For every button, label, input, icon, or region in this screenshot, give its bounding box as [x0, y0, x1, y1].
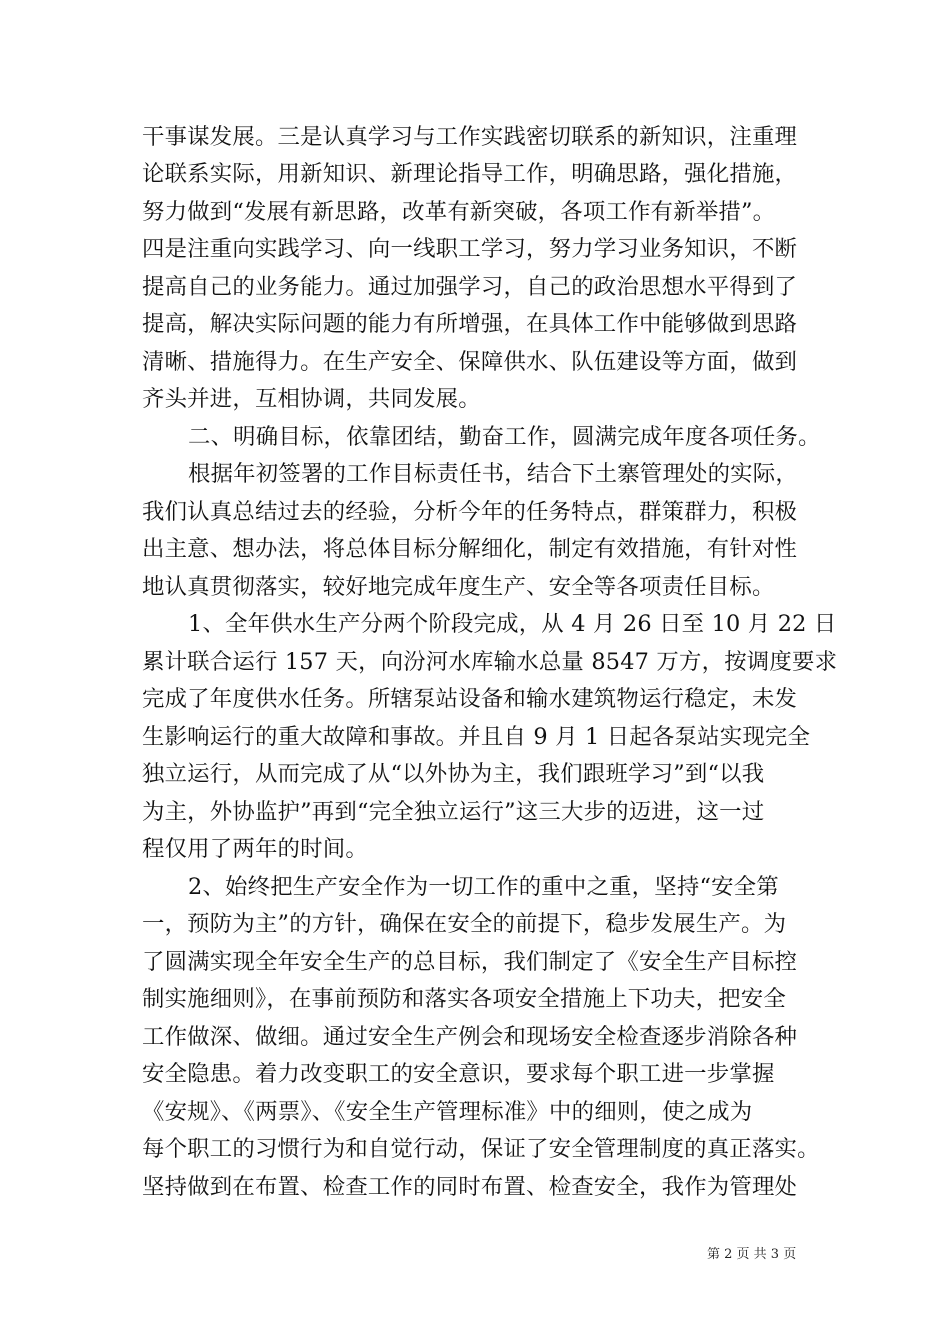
paragraph-start: 1、全年供水生产分两个阶段完成，从 4 月 26 日至 10 月 22 日: [188, 611, 837, 637]
text-line: 《安规》、《两票》、《安全生产管理标准》中的细则，使之成为: [142, 1099, 753, 1125]
text-line: 安全隐患。着力改变职工的安全意识，要求每个职工进一步掌握: [142, 1061, 775, 1087]
text-line: 工作做深、做细。通过安全生产例会和现场安全检查逐步消除各种: [142, 1024, 798, 1050]
text-line: 地认真贯彻落实，较好地完成年度生产、安全等各项责任目标。: [142, 574, 775, 600]
text-line: 为主，外协监护”再到“完全独立运行”这三大步的迈进，这一过: [142, 799, 765, 825]
text-line: 清晰、措施得力。在生产安全、保障供水、队伍建设等方面，做到: [142, 349, 798, 375]
text-line: 一，预防为主”的方针，确保在安全的前提下，稳步发展生产。为: [142, 911, 787, 937]
text-line: 提高，解决实际问题的能力有所增强，在具体工作中能够做到思路: [142, 311, 798, 337]
section-heading: 二、明确目标，依靠团结，勤奋工作，圆满完成年度各项任务。: [188, 424, 821, 450]
text-line: 干事谋发展。三是认真学习与工作实践密切联系的新知识，注重理: [142, 124, 798, 150]
text-line: 齐头并进，互相协调，共同发展。: [142, 386, 481, 412]
text-line: 提高自己的业务能力。通过加强学习，自己的政治思想水平得到了: [142, 274, 798, 300]
text-line: 论联系实际，用新知识、新理论指导工作，明确思路，强化措施，: [142, 161, 798, 187]
text-line: 我们认真总结过去的经验，分析今年的任务特点，群策群力，积极: [142, 499, 798, 525]
paragraph-start: 根据年初签署的工作目标责任书，结合下土寨管理处的实际，: [188, 461, 798, 487]
text-line: 出主意、想办法，将总体目标分解细化，制定有效措施，有针对性: [142, 536, 798, 562]
text-line: 程仅用了两年的时间。: [142, 836, 368, 862]
text-line: 努力做到“发展有新思路，改革有新突破，各项工作有新举措”。: [142, 199, 776, 225]
paragraph-start: 2、始终把生产安全作为一切工作的重中之重，坚持“安全第: [188, 874, 779, 900]
text-line: 了圆满实现全年安全生产的总目标，我们制定了《安全生产目标控: [142, 949, 798, 975]
page-number: 第 2 页 共 3 页: [707, 1247, 797, 1262]
text-line: 累计联合运行 157 天，向汾河水库输水总量 8547 万方，按调度要求: [142, 649, 838, 675]
text-line: 生影响运行的重大故障和事故。并且自 9 月 1 日起各泵站实现完全: [142, 724, 811, 750]
text-line: 坚持做到在布置、检查工作的同时布置、检查安全，我作为管理处: [142, 1174, 798, 1200]
text-line: 每个职工的习惯行为和自觉行动，保证了安全管理制度的真正落实。: [142, 1136, 820, 1162]
text-line: 四是注重向实践学习、向一线职工学习，努力学习业务知识，不断: [142, 236, 798, 262]
text-line: 制实施细则》，在事前预防和落实各项安全措施上下功夫，把安全: [142, 986, 786, 1012]
text-line: 完成了年度供水任务。所辖泵站设备和输水建筑物运行稳定，未发: [142, 686, 798, 712]
text-line: 独立运行，从而完成了从“以外协为主，我们跟班学习”到“以我: [142, 761, 765, 787]
